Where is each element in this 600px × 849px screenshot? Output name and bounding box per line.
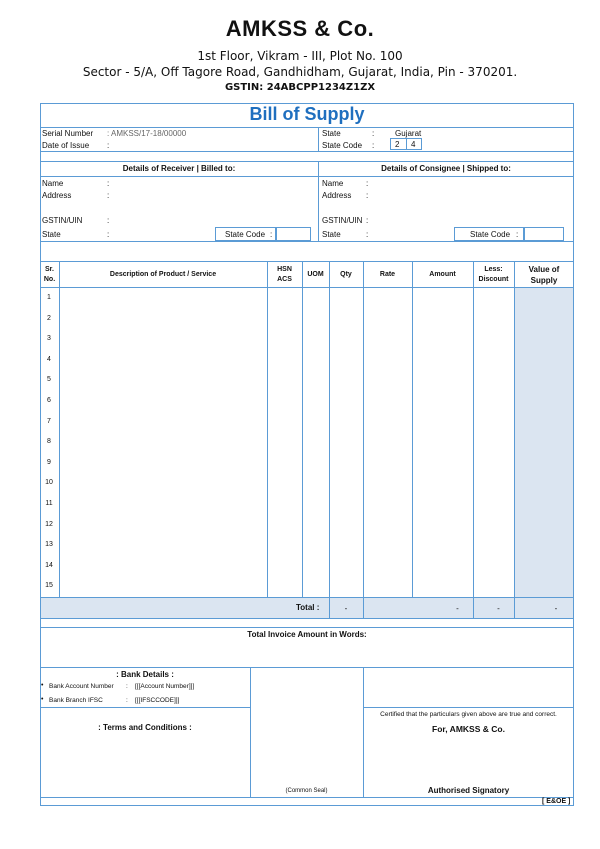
bank-ifsc-sep: : (126, 697, 128, 704)
serial-number-label: Serial Number (42, 129, 94, 138)
value-column-shade (515, 287, 573, 597)
table-row-number: 10 (45, 479, 53, 487)
total-label: Total : (296, 603, 320, 612)
consignee-gstin-sep: : (366, 216, 369, 225)
total-qty: - (344, 604, 348, 613)
consignee-heading: Details of Consignee | Shipped to: (381, 164, 511, 173)
table-row-number: 7 (47, 417, 51, 425)
total-amount: - (456, 604, 459, 613)
divider (363, 707, 574, 708)
receiver-name-sep: : (107, 179, 110, 188)
divider (406, 138, 407, 150)
receiver-heading: Details of Receiver | Billed to: (122, 164, 236, 173)
bullet-icon: • (41, 696, 44, 703)
table-row-number: 12 (45, 520, 53, 528)
col-header-no: No. (43, 276, 56, 283)
document-title: Bill of Supply (249, 104, 365, 124)
divider (40, 287, 574, 288)
divider (40, 597, 574, 598)
divider (40, 627, 574, 628)
consignee-state-sep: : (366, 230, 369, 239)
col-header-value-of: Value of (528, 265, 560, 274)
table-row-number: 2 (47, 314, 51, 322)
divider (302, 261, 303, 597)
state-code-label: State Code (322, 141, 363, 150)
consignee-address-label: Address (322, 191, 352, 200)
divider (473, 261, 474, 618)
col-header-rate: Rate (379, 271, 396, 278)
divider (40, 667, 574, 668)
bank-ifsc-value: [[[IFSCCODE]]] (135, 697, 180, 704)
consignee-state-code-label: State Code (470, 230, 511, 239)
for-company: For, AMKSS & Co. (432, 724, 505, 734)
date-of-issue-label: Date of Issue (42, 141, 90, 150)
divider (329, 261, 330, 618)
col-header-uom: UOM (307, 271, 324, 278)
col-header-acs: ACS (277, 276, 292, 283)
authorised-signatory: Authorised Signatory (427, 786, 510, 795)
col-header-hsn: HSN (277, 266, 292, 273)
col-header-supply: Supply (530, 276, 558, 285)
divider (40, 618, 574, 619)
state-sep: : (372, 129, 375, 138)
company-gstin: GSTIN: 24ABCPP1234Z1ZX (224, 82, 376, 93)
receiver-state-code-label: State Code (225, 230, 266, 239)
invoice-frame (40, 103, 574, 806)
state-value: Gujarat (395, 129, 422, 138)
table-row-number: 3 (47, 335, 51, 343)
col-header-qty: Qty (340, 271, 352, 278)
col-header-discount: Discount (478, 276, 509, 283)
state-label: State (322, 129, 341, 138)
common-seal-label: (Common Seal) (285, 788, 328, 794)
company-address-line1: 1st Floor, Vikram - III, Plot No. 100 (197, 49, 403, 63)
receiver-state-label: State (42, 230, 61, 239)
bullet-icon: • (41, 682, 44, 689)
col-header-amount: Amount (429, 271, 456, 278)
table-row-number: 5 (47, 376, 51, 384)
consignee-gstin-label: GSTIN/UIN (322, 216, 363, 225)
certification-text: Certified that the particulars given above are true and correct. (380, 711, 557, 718)
divider (250, 667, 251, 797)
table-row-number: 8 (47, 438, 51, 446)
eoe-label: [ E&OE ] (542, 798, 571, 805)
receiver-state-code-input (276, 227, 311, 241)
total-discount: - (497, 604, 500, 613)
bank-account-sep: : (126, 683, 128, 690)
divider (40, 176, 574, 177)
terms-heading: : Terms and Conditions : (98, 723, 192, 732)
table-row-number: 14 (45, 561, 53, 569)
divider (40, 241, 574, 242)
table-row-number: 4 (47, 355, 51, 363)
table-row-number: 11 (45, 500, 53, 507)
divider (318, 127, 319, 151)
consignee-name-sep: : (366, 179, 369, 188)
consignee-state-code-input (524, 227, 564, 241)
divider (40, 261, 574, 262)
receiver-state-sep: : (107, 230, 110, 239)
bank-details-heading: : Bank Details : (116, 670, 174, 679)
table-row-number: 13 (45, 541, 53, 549)
amount-in-words-label: Total Invoice Amount in Words: (247, 630, 367, 639)
col-header-less: Less: (484, 266, 503, 273)
total-value: - (554, 604, 558, 613)
receiver-address-label: Address (42, 191, 72, 200)
date-of-issue-sep: : (107, 141, 110, 150)
divider (40, 151, 574, 152)
divider (514, 261, 515, 618)
divider (267, 261, 268, 597)
company-address-line2: Sector - 5/A, Off Tagore Road, Gandhidham, Gujarat, India, Pin - 370201. (82, 65, 518, 79)
consignee-address-sep: : (366, 191, 369, 200)
divider (40, 707, 250, 708)
divider (363, 261, 364, 618)
divider (318, 161, 319, 241)
receiver-gstin-sep: : (107, 216, 110, 225)
state-code-digit-2: 4 (411, 140, 416, 149)
receiver-state-code-sep: : (270, 230, 273, 239)
divider (40, 797, 574, 798)
bank-account-value: [[[Account Number]]] (135, 683, 195, 690)
receiver-gstin-label: GSTIN/UIN (42, 216, 83, 225)
bank-ifsc-label: Bank Branch IFSC (49, 697, 103, 704)
consignee-state-label: State (322, 230, 341, 239)
divider (59, 261, 60, 597)
divider (412, 261, 413, 597)
state-code-digit-1: 2 (395, 140, 400, 149)
divider (40, 161, 574, 162)
col-header-description: Description of Product / Service (109, 271, 217, 278)
table-row-number: 9 (47, 458, 51, 466)
table-row-number: 6 (47, 397, 51, 404)
col-header-sr: Sr. (45, 266, 54, 273)
receiver-address-sep: : (107, 191, 110, 200)
bank-account-label: Bank Account Number (49, 683, 114, 690)
serial-number-value: : AMKSS/17-18/00000 (107, 129, 187, 138)
table-row-number: 15 (45, 582, 53, 590)
state-code-sep: : (372, 141, 375, 150)
consignee-state-code-sep: : (516, 230, 519, 239)
consignee-name-label: Name (322, 179, 344, 188)
receiver-name-label: Name (42, 179, 64, 188)
table-row-number: 1 (47, 294, 51, 301)
divider (40, 127, 574, 128)
company-name: AMKSS & Co. (225, 16, 375, 41)
